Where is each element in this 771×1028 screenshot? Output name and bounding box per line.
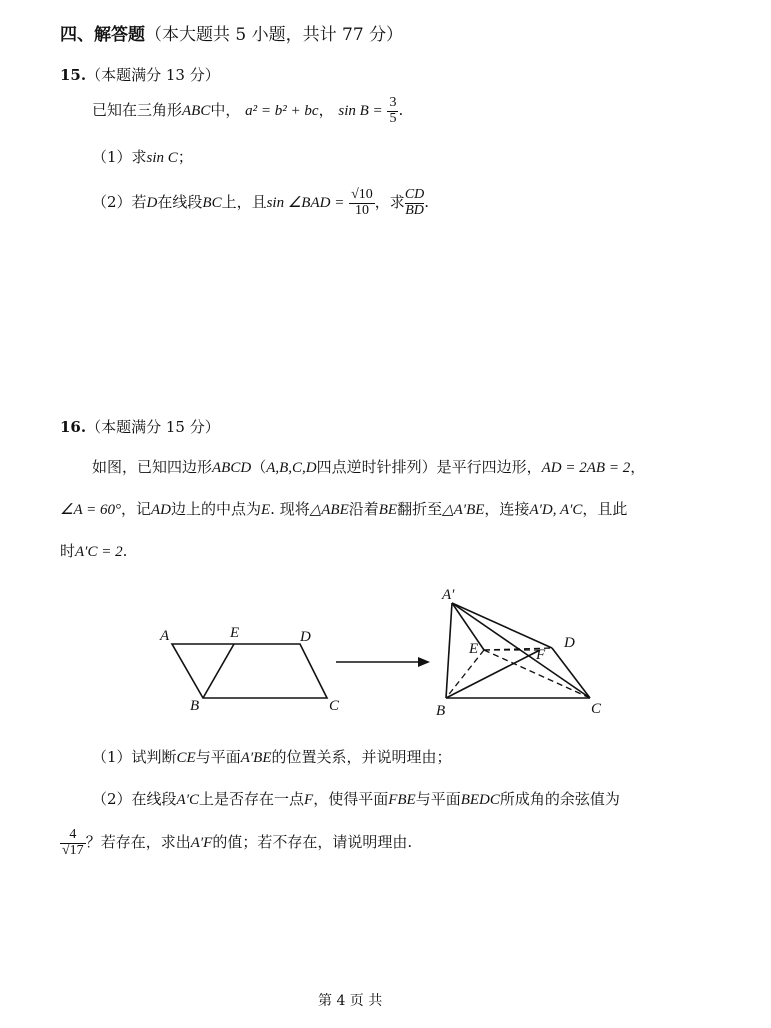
q15-stem (92, 96, 403, 126)
label-right-c: C (591, 701, 602, 717)
q16-l2-a: ，记 (120, 500, 151, 518)
q16-p2-c: ，使得平面 (313, 790, 389, 808)
label-right-e: E (469, 641, 479, 657)
q16-p1-plane: A′BE (240, 750, 272, 766)
q16-part2 (92, 788, 620, 809)
q15-frac-num: 3 (389, 95, 397, 110)
q16-l3-a: 时 (60, 542, 76, 560)
q16-score: （本题满分 15 分） (86, 418, 220, 436)
transform-arrow-head (418, 657, 430, 667)
q16-p2-e: 所成角的余弦值为 (499, 790, 620, 808)
q15-frac-den: 5 (389, 110, 397, 126)
q15-p2-bd: BD (405, 202, 424, 218)
q16-l3-end: . (122, 542, 128, 560)
q16-l2-ad: AD (150, 502, 171, 518)
q16-l2-links: A′D, A′C (529, 502, 583, 518)
q15-number: 15. (60, 66, 87, 84)
q15-p2-den: 10 (354, 202, 369, 218)
q15-p2-mid2: 上，且 (221, 193, 267, 212)
q16-l1-pre: 如图，已知四边形 (92, 458, 213, 476)
label-left-b: B (190, 698, 200, 714)
q16-p2-f: F (304, 792, 314, 808)
q16-fraction-4-sqrt17 (60, 828, 86, 858)
q16-l2-b: 边上的中点为 (170, 500, 261, 518)
q15-stem-end: . (398, 101, 404, 120)
q15-p2-label: （2）若 (92, 193, 147, 212)
label-left-d: D (300, 629, 311, 645)
q16-p1-ce: CE (176, 750, 196, 766)
q15-part2 (92, 188, 429, 218)
parallelogram-abcd (172, 644, 327, 698)
label-left-c: C (329, 698, 340, 714)
section-heading (60, 20, 403, 45)
edge-dc (552, 648, 590, 698)
q15-score: （本题满分 13 分） (86, 66, 220, 84)
q16-l3-eq: A′C = 2 (75, 544, 123, 560)
q16-l1-end: ， (630, 458, 646, 476)
label-right-f: F (536, 647, 546, 663)
edge-a1b (446, 603, 452, 698)
q15-p1-end: ； (177, 148, 193, 166)
q16-part2-cont (60, 828, 412, 858)
label-left-e: E (230, 625, 240, 641)
segment-be (203, 644, 234, 698)
dashed-eb (446, 650, 484, 698)
q15-stem-mid: 中， (210, 101, 241, 120)
q15-p2-cd: CD (404, 187, 425, 202)
label-right-a1: A′ (442, 587, 455, 603)
q16-l2-d: 沿着 (348, 500, 379, 518)
q16-line1 (92, 456, 645, 477)
label-right-d: D (564, 635, 575, 651)
q16-l2-e2: 翻折至 (397, 500, 443, 518)
q15-fraction-cd-bd (405, 188, 424, 218)
q16-l1-points: A,B,C,D (266, 460, 317, 476)
q15-stem-sep: ， (318, 101, 334, 120)
q16-l2-tri2: △A′BE (442, 502, 485, 518)
q16-l2-f: ，连接 (484, 500, 530, 518)
q15-p2-end: . (424, 193, 430, 212)
q15-p2-mid: 在线段 (157, 193, 203, 212)
q16-l2-tri: △ABE (309, 502, 349, 518)
q16-p2-fbe: FBE (388, 792, 416, 808)
q16-p1-c: 的位置关系，并说明理由； (271, 748, 452, 766)
q16-p3-den: √17 (62, 842, 84, 858)
q15-header (60, 64, 220, 85)
q16-l2-g: ，且此 (582, 500, 628, 518)
q16-p2-b: 上是否存在一点 (199, 790, 305, 808)
q16-l1-abcd: ABCD (212, 460, 252, 476)
q15-stem-pre: 已知在三角形 (92, 101, 183, 120)
q16-line3 (60, 540, 127, 561)
section-title: 四、解答题 (60, 25, 145, 45)
q16-p2-seg: A′C (176, 792, 199, 808)
q15-p2-req: ，求 (374, 193, 405, 212)
q15-p2-d: D (146, 195, 158, 212)
q15-stem-triangle: ABC (182, 103, 211, 120)
label-left-a: A (160, 628, 170, 644)
q15-p1-expr: sin C (146, 150, 178, 166)
q15-p2-sin: sin ∠BAD = (266, 195, 345, 212)
q16-l2-e: E (261, 502, 271, 518)
q16-l1-eq: AD = 2AB = 2 (541, 460, 631, 476)
q16-p3-a: ？若存在，求出 (85, 833, 191, 852)
q15-stem-sinb: sin B = (338, 103, 383, 120)
q16-header (60, 416, 220, 437)
q15-p2-bc: BC (202, 195, 222, 212)
q16-part1 (92, 746, 452, 767)
label-right-b: B (436, 703, 446, 719)
q15-stem-equation: a² = b² + bc (245, 103, 319, 120)
q16-p3-num: 4 (60, 828, 86, 844)
q16-p2-bedc: BEDC (460, 792, 500, 808)
section-note: （本大题共 5 小题，共计 77 分） (145, 25, 404, 45)
q16-l2-eq: ∠A = 60° (60, 502, 121, 518)
q16-line2 (60, 498, 627, 519)
edge-bf (446, 650, 540, 698)
q16-figure (0, 580, 771, 720)
q16-p1-a: （1）试判断 (92, 748, 177, 766)
q16-p2-a: （2）在线段 (92, 790, 177, 808)
q15-p2-num: √10 (351, 187, 373, 202)
q15-p1-label: （1）求 (92, 148, 147, 166)
q16-l1-paren1: （ (251, 458, 267, 476)
q16-l1-paren2: 四点逆时针排列）是平行四边形， (316, 458, 542, 476)
q16-l2-be: BE (378, 502, 398, 518)
q16-p1-b: 与平面 (195, 748, 241, 766)
page-footer: 第 4 页 共 (318, 993, 383, 1009)
q16-p3-b: 的值；若不存在，请说明理由. (212, 833, 413, 852)
q16-l2-c: . 现将 (270, 500, 310, 518)
q16-number: 16. (60, 418, 87, 436)
q15-part1 (92, 146, 193, 167)
q16-p2-d: 与平面 (415, 790, 461, 808)
q16-p3-af: A′F (190, 835, 213, 852)
q15-fraction-sqrt10 (349, 188, 375, 218)
q15-fraction-3-5 (387, 96, 398, 126)
